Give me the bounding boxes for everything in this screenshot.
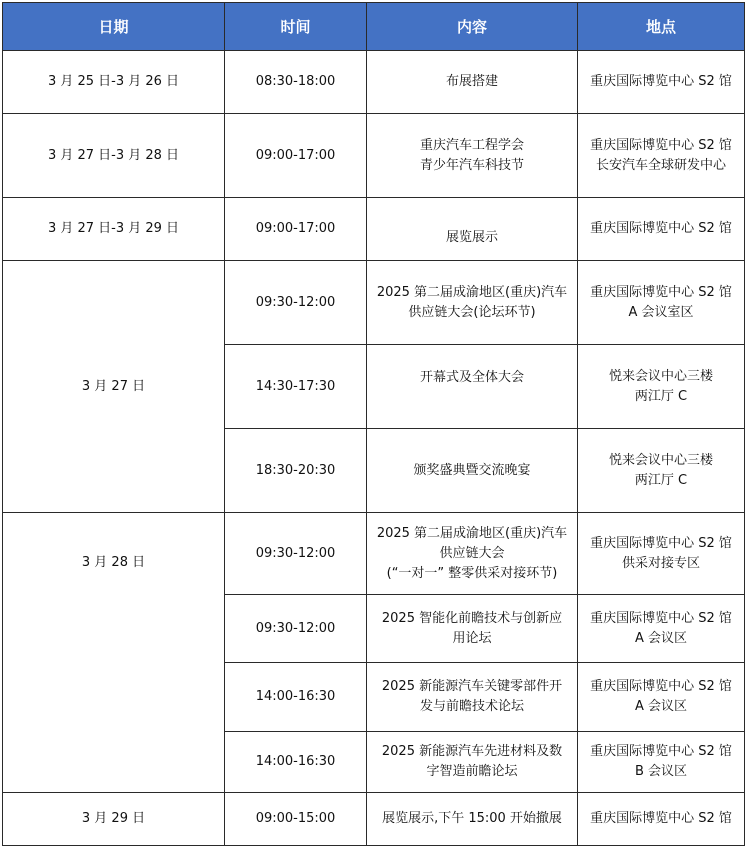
time-cell: 08:30-18:00: [225, 51, 367, 114]
venue-cell: [578, 198, 745, 261]
venue-line: 两江厅 C: [634, 472, 688, 488]
time-cell: 18:30-20:30: [225, 429, 367, 513]
content-line: 展览展示,下午 15:00 开始撤展: [382, 811, 562, 826]
content-line: 开幕式及全体大会: [419, 369, 524, 385]
venue-cell: [578, 732, 745, 793]
content-cell: [367, 513, 578, 595]
content-cell: [367, 732, 578, 793]
content-line: 供应链大会: [439, 545, 505, 561]
venue-line: 悦来会议中心三楼: [608, 452, 713, 468]
content-cell: [367, 345, 578, 429]
venue-line: A 会议区: [634, 699, 688, 714]
content-line: 颁奖盛典暨交流晚宴: [413, 462, 531, 478]
venue-line: A 会议区: [634, 630, 688, 646]
date-cell: 3 月 27 日: [3, 261, 225, 513]
venue-line: 重庆国际博览中心 S2 馆: [590, 137, 732, 153]
header-venue: 地点: [578, 3, 745, 51]
content-cell: [367, 595, 578, 663]
venue-line: 长安汽车全球研发中心: [595, 157, 726, 173]
header-time: 时间: [225, 3, 367, 51]
venue-line: 重庆国际博览中心 S2 馆: [590, 679, 732, 694]
venue-line: B 会议区: [634, 764, 688, 779]
content-cell: [367, 198, 578, 261]
header-date: 日期: [3, 3, 225, 51]
content-line: (“一对一” 整零供采对接环节): [386, 565, 558, 581]
table-row: [3, 198, 745, 261]
venue-line: 重庆国际博览中心 S2 馆: [590, 284, 732, 300]
venue-line: A 会议室区: [628, 304, 694, 320]
venue-cell: [578, 663, 745, 732]
time-cell: 09:30-12:00: [225, 261, 367, 345]
content-cell: [367, 261, 578, 345]
content-line: 字智造前瞻论坛: [426, 764, 518, 779]
table-row: [3, 793, 745, 846]
date-cell: 3 月 29 日: [3, 793, 225, 846]
time-cell: 09:00-17:00: [225, 198, 367, 261]
venue-cell: [578, 793, 745, 846]
venue-cell: [578, 429, 745, 513]
venue-line: 悦来会议中心三楼: [608, 368, 713, 384]
date-cell: 3 月 25 日-3 月 26 日: [3, 51, 225, 114]
venue-line: 重庆国际博览中心 S2 馆: [590, 535, 732, 551]
time-cell: 14:00-16:30: [225, 732, 367, 793]
content-line: 供应链大会(论坛环节): [408, 304, 536, 320]
schedule-table: [2, 2, 745, 846]
table-row: [3, 513, 745, 595]
table-row: [3, 261, 745, 345]
venue-cell: [578, 261, 745, 345]
content-line: 展览展示: [445, 230, 498, 245]
header-content: 内容: [367, 3, 578, 51]
venue-line: 重庆国际博览中心 S2 馆: [590, 74, 732, 89]
content-line: 2025 新能源汽车关键零部件开: [381, 679, 563, 694]
content-line: 青少年汽车科技节: [419, 157, 524, 173]
content-line: 2025 智能化前瞻技术与创新应: [381, 610, 563, 626]
content-cell: [367, 429, 578, 513]
date-cell: 3 月 27 日-3 月 28 日: [3, 114, 225, 198]
venue-line: 供采对接专区: [621, 555, 700, 571]
venue-line: 重庆国际博览中心 S2 馆: [590, 744, 732, 759]
time-cell: 14:30-17:30: [225, 345, 367, 429]
content-cell: [367, 793, 578, 846]
content-line: 布展搭建: [445, 74, 498, 89]
venue-cell: [578, 513, 745, 595]
content-line: 2025 第二届成渝地区(重庆)汽车: [376, 525, 568, 541]
time-cell: 14:00-16:30: [225, 663, 367, 732]
date-cell: 3 月 28 日: [3, 513, 225, 793]
time-cell: 09:00-15:00: [225, 793, 367, 846]
time-cell: 09:30-12:00: [225, 595, 367, 663]
content-line: 2025 第二届成渝地区(重庆)汽车: [376, 284, 568, 300]
content-line: 重庆汽车工程学会: [419, 137, 524, 153]
table-row: [3, 51, 745, 114]
venue-cell: [578, 345, 745, 429]
venue-line: 两江厅 C: [634, 388, 688, 404]
time-cell: 09:30-12:00: [225, 513, 367, 595]
venue-cell: [578, 114, 745, 198]
content-line: 2025 新能源汽车先进材料及数: [381, 744, 563, 759]
date-cell: 3 月 27 日-3 月 29 日: [3, 198, 225, 261]
venue-cell: [578, 51, 745, 114]
venue-cell: [578, 595, 745, 663]
content-cell: [367, 114, 578, 198]
content-line: 用论坛: [452, 630, 492, 646]
table-row: [3, 114, 745, 198]
venue-line: 重庆国际博览中心 S2 馆: [590, 610, 732, 626]
content-line: 发与前瞻技术论坛: [419, 699, 524, 714]
venue-line: 重庆国际博览中心 S2 馆: [590, 811, 732, 826]
venue-line: 重庆国际博览中心 S2 馆: [590, 221, 732, 236]
header-row: [3, 3, 745, 51]
content-cell: [367, 663, 578, 732]
time-cell: 09:00-17:00: [225, 114, 367, 198]
content-cell: [367, 51, 578, 114]
